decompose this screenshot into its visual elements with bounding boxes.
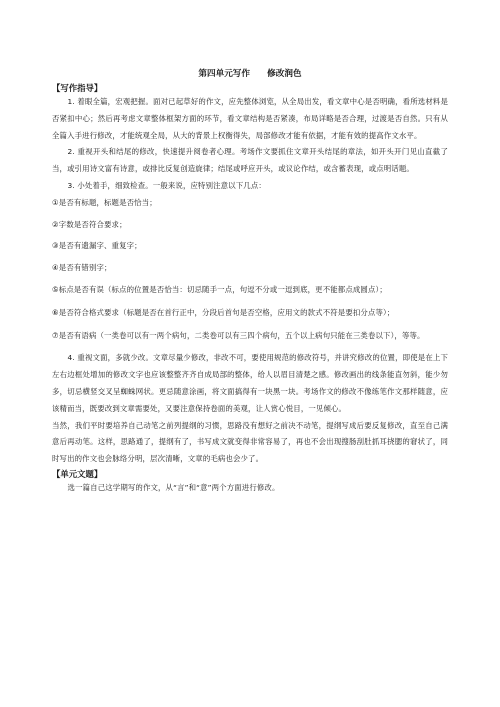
paragraph-1: 1. 着眼全篇，宏观把握。面对已起草好的作文，应先整体浏览，从全局出发，看文章中心是否明确，看所选材料是否紧扣中心；然后再考虑文章整体框架方面的环节，看文章结构是否紧凑，布局详略是否合理，过渡是否自然。只有从全篇入手进行修改，才能统观全局，从大的背景上权衡得失，局部修改才能有依据，才能有效的提高作文水平。 [52,97,448,140]
list-item: ②字数是否符合要求； [52,219,127,229]
document-title: 第四单元写作 修改润色 [198,69,302,79]
paragraph-6: 选一篇自己这学期写的作文，从“言”和“意”两个方面进行修改。 [67,482,280,492]
list-item: ①是否有标题，标题是否恰当； [52,197,157,207]
section-heading-unit-topic: 【单元文题】 [52,468,103,479]
list-item: ⑥是否符合格式要求（标题是否在首行正中，分段后首句是否空格，应用文的款式不符是要扣分点等）； [52,307,395,317]
paragraph-3: 3. 小处着手，细致检查。一般来说，应特别注意以下几点： [67,180,266,190]
list-item: ⑦是否有语病（一类卷可以有一两个病句，二类卷可以有三四个病句，五个以上病句只能在三类卷以下），等等。 [52,330,425,340]
list-item: ④是否有错别字； [52,263,112,273]
paragraph-5: 当然，我们平时要培养自己动笔之前列提纲的习惯，思路没有想好之前决不动笔，提纲写成后要反复修改，直至自己满意后再动笔。这样，思路通了，提纲有了，书写成文就变得非常容易了，再也不会出现搜肠刮肚抓耳挠腮的窘状了，同时写出的作文也会脉络分明，层次清晰，文章的毛病也会少了。 [52,420,448,464]
list-item: ⑤标点是否有误（标点的位置是否恰当：切忌随手一点，句逗不分或一逗到底，更不能都点成圆点）； [52,284,387,294]
list-item: ③是否有遗漏字、重复字； [52,241,142,251]
section-heading-writing-guide: 【写作指导】 [52,83,103,93]
paragraph-4: 4. 重视文面，多就少改。文章尽量少修改，非改不可，要使用规范的修改符号，并讲究修改的位置，即使是在上下左右边框处增加的修改文字也应该整整齐齐自成局部的整体，给人以眉目清楚之感。修改画出的线条能直勿斜，能少勿多，切忌横竖交叉呈蜘蛛网状。更忌随意涂画，将文面搞得有一块黑一块。考场作文的修改不像练笔作文那样随意，应该精而当，既要改到文章需要处，又要注意保持卷面的美观，让人赏心悦目，一见倾心。 [52,353,448,413]
paragraph-2: 2. 重视开头和结尾的修改，快速提升阅卷者心理。考场作文要抓住文章开头结尾的章法，如开头开门见山直截了当，或引用诗文富有诗意，或排比反复创造旋律；结尾或呼应开头，或议论作结，或含蓄表现，或点明话题。 [52,147,448,174]
